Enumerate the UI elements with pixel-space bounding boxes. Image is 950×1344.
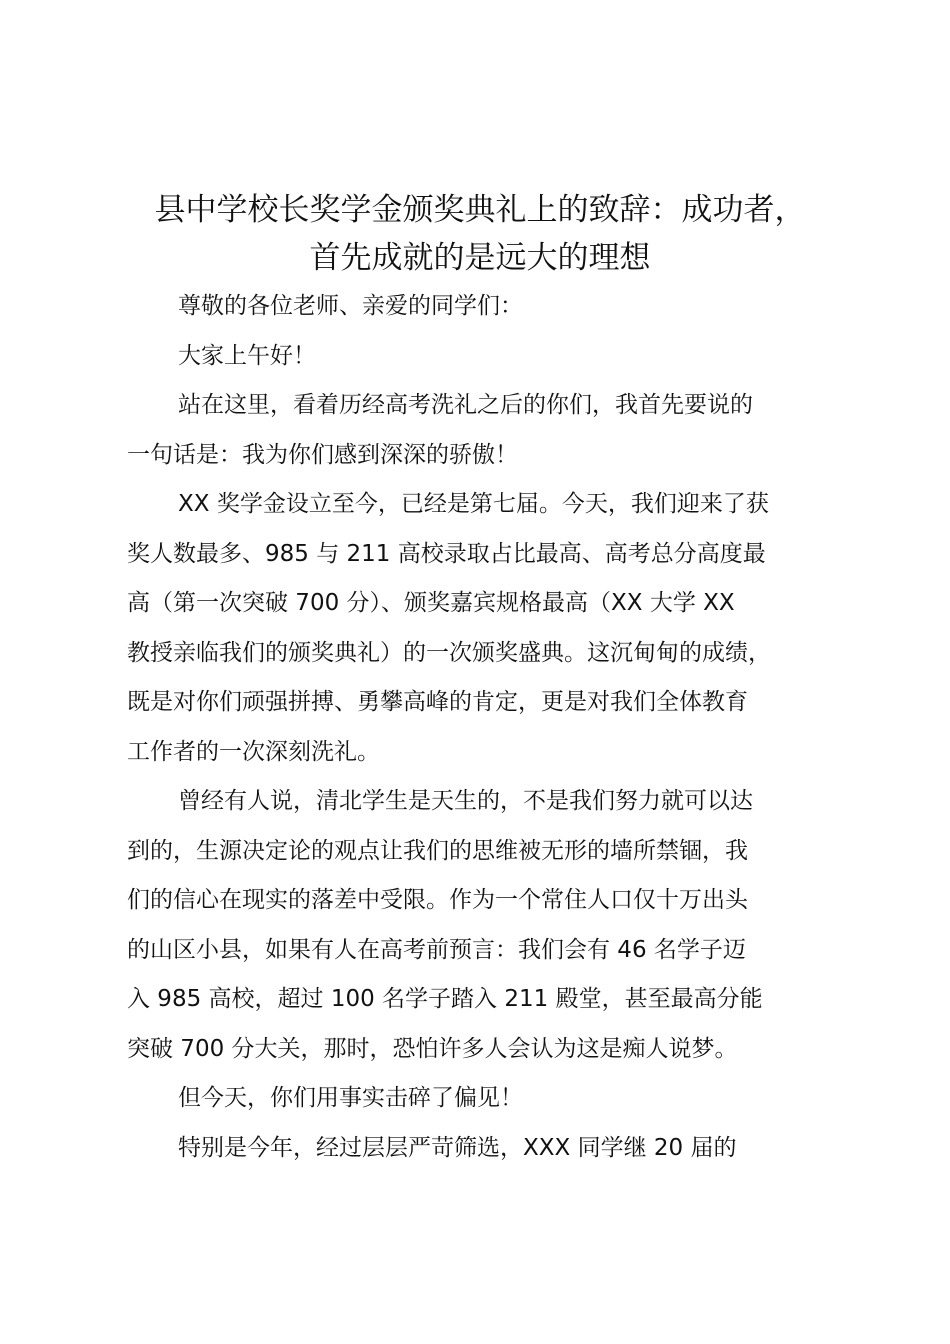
body-paragraph (127, 480, 839, 777)
text-line: 的山区小县，如果有人在高考前预言：我们会有 46 名学子迈 (127, 936, 746, 963)
text-line: 奖人数最多、985 与 211 高校录取占比最高、高考总分高度最 (127, 540, 766, 567)
text-line: 教授亲临我们的颁奖典礼）的一次颁奖盛典。这沉甸甸的成绩， (127, 639, 771, 666)
text-line: XX 奖学金设立至今，已经是第七届。今天，我们迎来了获 (178, 491, 769, 517)
title-line: 县中学校长奖学金颁奖典礼上的致辞：成功者， (154, 192, 806, 228)
text-line: 到的，生源决定论的观点让我们的思维被无形的墙所禁锢，我 (127, 837, 748, 864)
body-paragraph (127, 381, 839, 480)
text-line: 但今天，你们用事实击碎了偏见！ (178, 1085, 523, 1111)
text-line: 突破 700 分大关，那时，恐怕许多人会认为这是痴人说梦。 (127, 1035, 738, 1062)
text-line: 一句话是：我为你们感到深深的骄傲！ (127, 441, 518, 468)
text-line: 们的信心在现实的落差中受限。作为一个常住人口仅十万出头 (127, 887, 748, 913)
salutation-paragraph (127, 282, 839, 332)
body-paragraph (127, 1124, 839, 1174)
document-body (127, 282, 839, 1173)
text-line: 站在这里，看着历经高考洗礼之后的你们，我首先要说的 (178, 392, 753, 418)
title-line: 首先成就的是远大的理想 (309, 240, 651, 276)
body-paragraph (127, 1074, 839, 1124)
text-line: 入 985 高校，超过 100 名学子踏入 211 殿堂，甚至最高分能 (127, 986, 763, 1012)
text-line: 尊敬的各位老师、亲爱的同学们： (178, 293, 523, 319)
text-line: 大家上午好！ (178, 342, 316, 369)
text-line: 既是对你们顽强拼搏、勇攀高峰的肯定，更是对我们全体教育 (127, 689, 748, 715)
text-line: 曾经有人说，清北学生是天生的，不是我们努力就可以达 (178, 788, 753, 814)
text-line: 工作者的一次深刻洗礼。 (127, 738, 380, 765)
greeting-paragraph (127, 332, 839, 382)
body-paragraph (127, 777, 839, 1074)
text-line: 高（第一次突破 700 分）、颁奖嘉宾规格最高（XX 大学 XX (127, 590, 735, 616)
document-title (100, 186, 860, 282)
text-line: 特别是今年，经过层层严苛筛选，XXX 同学继 20 届的 (178, 1134, 737, 1161)
